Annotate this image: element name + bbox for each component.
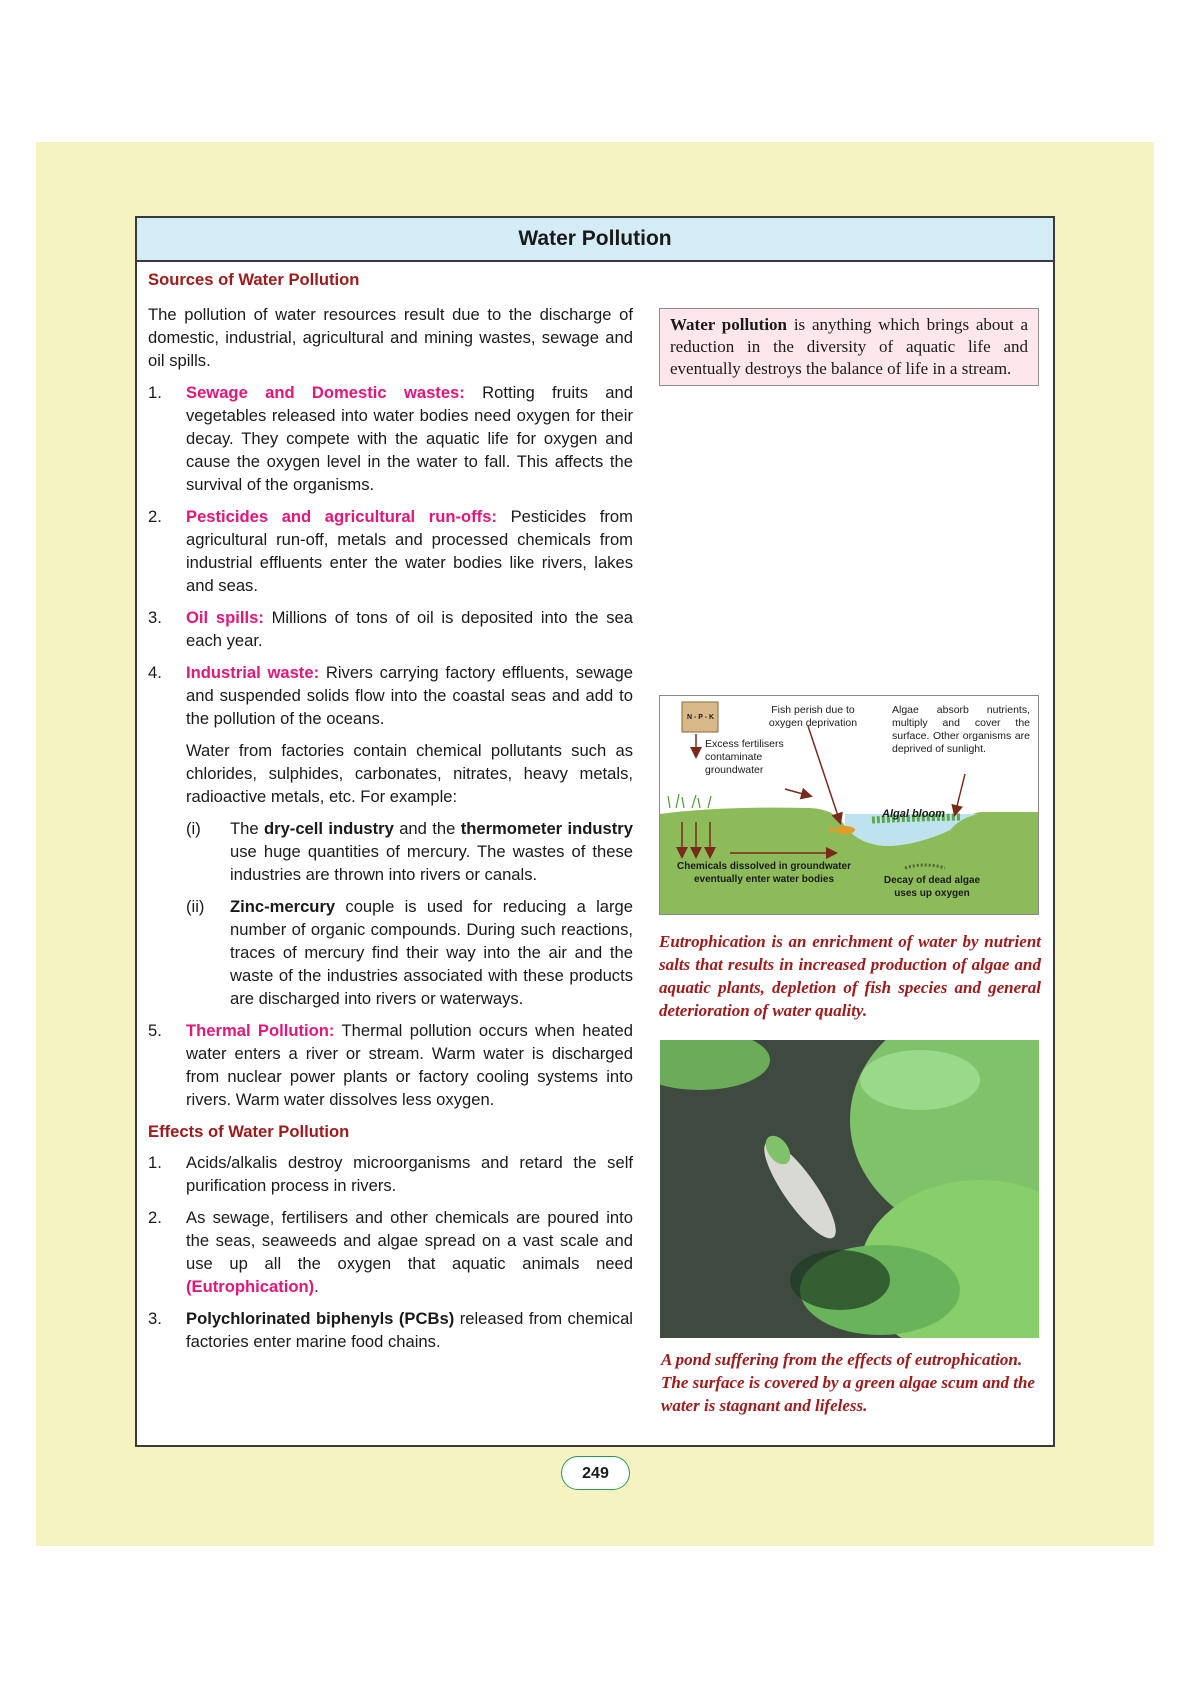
source-item — [148, 381, 633, 496]
item-number: 2. — [148, 507, 162, 526]
decay-label: Decay of dead algae uses up oxygen — [883, 875, 981, 899]
item-term: Pesticides and agricultural run-offs: — [186, 507, 497, 526]
item-text: Millions of tons of oil is deposited into the sea each year. — [186, 608, 633, 650]
item-text: As sewage, fertilisers and other chemicals are poured into the seas, seaweeds and algae spread on a vast scale and use up all the oxygen that aquatic animals need — [186, 1208, 633, 1273]
text: The — [230, 819, 264, 838]
text: use huge quantities of mercury. The wastes of these industries are thrown into rivers or canals. — [230, 842, 633, 884]
left-column — [148, 268, 633, 1362]
bold-term: dry-cell industry — [263, 819, 394, 838]
item-number: 4. — [148, 663, 162, 682]
item-number: 5. — [148, 1021, 162, 1040]
bold-term: Zinc-mercury — [230, 897, 336, 916]
item-term: Oil spills: — [186, 608, 264, 627]
bold-term: thermometer industry — [460, 819, 633, 838]
industrial-extra — [148, 739, 633, 808]
item-text: Water from factories contain chemical pollutants such as chlorides, sulphides, carbonates, nitrates, heavy metals, radioactive metals, etc. For example: — [186, 741, 633, 806]
sub-item-ii — [186, 895, 633, 1010]
item-term: (Eutrophication) — [186, 1277, 315, 1296]
item-number: 1. — [148, 1153, 162, 1172]
page-title: Water Pollution — [137, 218, 1053, 262]
effect-item — [148, 1151, 633, 1197]
bold-term: Polychlorinated biphenyls (PCBs) — [186, 1309, 455, 1328]
item-term: Industrial waste: — [186, 663, 320, 682]
item-text: Rivers carrying factory effluents, sewage and suspended solids flow into the coastal seas and add to the pollution of the oceans. — [186, 663, 633, 728]
item-text: . — [314, 1277, 319, 1296]
chemicals-label: Chemicals dissolved in groundwater eventually enter water bodies — [677, 861, 851, 885]
photo-caption: A pond suffering from the effects of eutrophication. The surface is covered by a green algae scum and the water is stagnant and lifeless. — [661, 1350, 1035, 1415]
item-number: 3. — [148, 608, 162, 627]
eutrophication-diagram — [659, 695, 1039, 915]
item-term: Sewage and Domestic wastes: — [186, 383, 465, 402]
sources-heading: Sources of Water Pollution — [148, 270, 360, 289]
item-text: Thermal pollution occurs when heated water enters a river or stream. Warm water is discharged from nuclear power plants or factory cooling systems into rivers. Warm water dissolves less oxygen. — [186, 1021, 633, 1109]
sub-item-number: (ii) — [186, 897, 205, 916]
item-text: Acids/alkalis destroy microorganisms and retard the self purification process in rivers. — [186, 1153, 633, 1195]
item-text: Pesticides from agricultural run-off, metals and processed chemicals from industrial effluents enter the water bodies like rivers, lakes and seas. — [186, 507, 633, 595]
item-text: Rotting fruits and vegetables released into water bodies need oxygen for their decay. They compete with the aquatic life for oxygen and cause the oxygen level in the water to fall. This affects the survival of the organisms. — [186, 383, 633, 494]
definition-text: is anything which brings about a reduction in the diversity of aquatic life and eventually destroys the balance of life in a stream. — [670, 315, 1029, 378]
definition-box — [659, 308, 1039, 386]
excess-label: Excess fertilisers contaminate groundwater — [705, 738, 784, 776]
item-number: 1. — [148, 383, 162, 402]
effect-item — [148, 1206, 633, 1298]
source-item — [148, 606, 633, 652]
content-frame — [135, 216, 1055, 1447]
eutrophication-note: Eutrophication is an enrichment of water by nutrient salts that results in increased production of algae and aquatic plants, depletion of fish species and general deterioration of water quality. — [659, 932, 1041, 1020]
page-number: 249 — [561, 1456, 630, 1490]
pond-photo — [660, 1040, 1039, 1338]
text: and the — [393, 819, 461, 838]
sub-item-i — [186, 817, 633, 886]
text: couple is used for reducing a large number of organic compounds. During such reactions, traces of mercury find their way into the air and the waste of the industries associated with these products are discharged into rivers or waterways. — [230, 897, 633, 1008]
sub-item-number: (i) — [186, 819, 201, 838]
algal-bloom-label: Algal bloom — [882, 808, 945, 820]
item-text: released from chemical factories enter marine food chains. — [186, 1309, 633, 1351]
sources-intro: The pollution of water resources result due to the discharge of domestic, industrial, agricultural and mining wastes, sewage and oil spills. — [148, 305, 633, 370]
item-number: 2. — [148, 1208, 162, 1227]
pond-photo-graphic — [660, 1040, 1039, 1338]
effects-heading: Effects of Water Pollution — [148, 1122, 350, 1141]
definition-term: Water pollution — [670, 315, 788, 334]
fish-perish-label: Fish perish due to oxygen deprivation — [768, 704, 858, 729]
source-item — [148, 1019, 633, 1111]
item-number: 3. — [148, 1309, 162, 1328]
algae-absorb-label: Algae absorb nutrients, multiply and cover the surface. Other organisms are deprived of sunlight. — [892, 704, 1030, 755]
effect-item — [148, 1307, 633, 1353]
item-term: Thermal Pollution: — [186, 1021, 335, 1040]
source-item — [148, 505, 633, 597]
source-item — [148, 661, 633, 730]
bag-label: N - P - K — [687, 714, 715, 721]
sub-item-wrapper — [148, 817, 633, 1010]
